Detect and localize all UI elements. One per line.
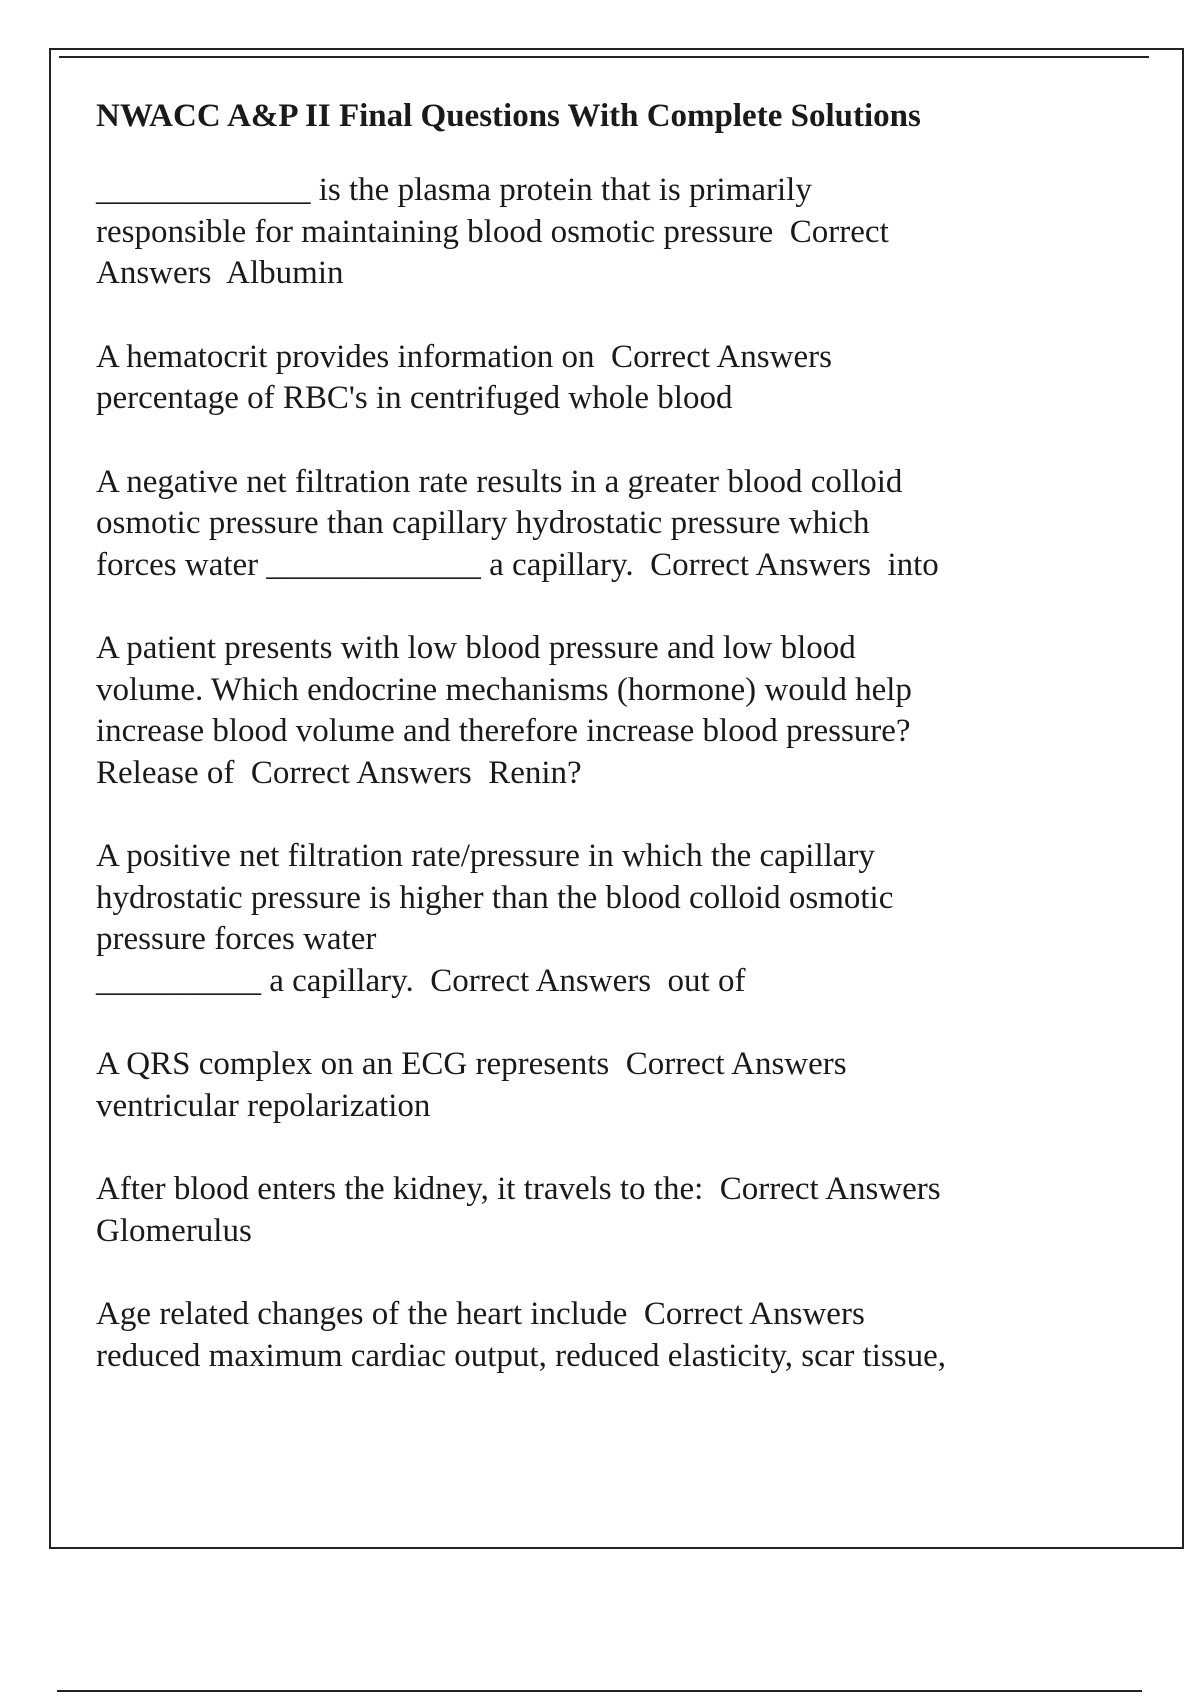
qa-item-low-blood-pressure: A patient presents with low blood pressure and low blood volume. Which endocrine mechanisms (hormone) would help increase blood volume and therefore increase blood pressure? Release of Correct Answers Renin?	[96, 630, 912, 791]
document-title: NWACC A&P II Final Questions With Complete Solutions	[96, 98, 921, 134]
qa-item-albumin: _____________ is the plasma protein that is primarily responsible for maintaining blood osmotic pressure Correct Answers Albumin	[96, 172, 889, 291]
qa-item-hematocrit: A hematocrit provides information on Correct Answers percentage of RBC's in centrifuged whole blood	[96, 338, 832, 416]
document-content	[96, 96, 1096, 1419]
qa-item-kidney-glomerulus: After blood enters the kidney, it travels to the: Correct Answers Glomerulus	[96, 1171, 941, 1249]
bottom-rule	[57, 1690, 1142, 1692]
top-rule	[59, 56, 1149, 58]
qa-item-heart-aging: Age related changes of the heart include Correct Answers reduced maximum cardiac output, reduced elasticity, scar tissue,	[96, 1296, 947, 1374]
qa-item-qrs-complex: A QRS complex on an ECG represents Correct Answers ventricular repolarization	[96, 1046, 847, 1124]
qa-item-positive-filtration: A positive net filtration rate/pressure in which the capillary hydrostatic pressure is higher than the blood colloid osmotic pressure forces water __________ a capillary. Correct Answers out of	[96, 838, 894, 999]
qa-item-negative-filtration: A negative net filtration rate results in a greater blood colloid osmotic pressure than capillary hydrostatic pressure which forces water _____________ a capillary. Correct Answers into	[96, 463, 939, 583]
